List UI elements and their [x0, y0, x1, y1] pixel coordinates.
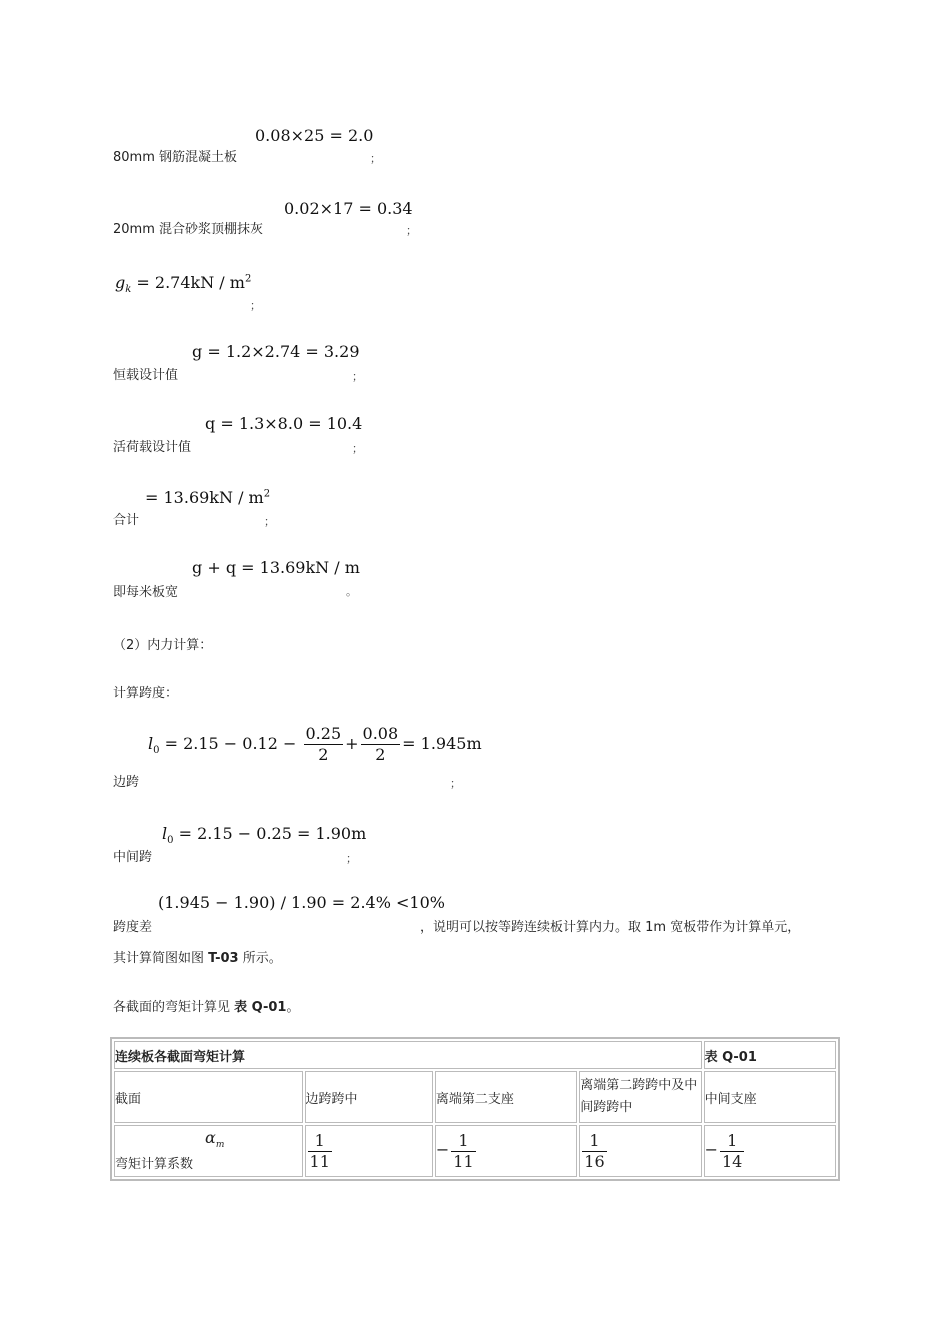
coefficient-cell: $\frac{1}{11}$	[305, 1125, 433, 1177]
edge-span-punct: ；	[450, 777, 461, 790]
figure-line-pre: 其计算简图如图	[113, 951, 209, 966]
moment-line-post: 。	[286, 1000, 300, 1015]
table-row	[114, 1125, 836, 1177]
dead-load-label: 恒载设计值	[113, 368, 179, 383]
figure-reference-line	[113, 947, 282, 966]
dead-load-punct: ；	[352, 370, 363, 383]
edge-span-part1: = 2.15 − 0.12 −	[159, 734, 297, 753]
per-width-label: 即每米板宽	[113, 585, 179, 600]
edge-span-frac1-num: 0.25	[305, 724, 342, 743]
figure-ref: T-03	[208, 951, 239, 966]
edge-span-symbol: l	[148, 734, 154, 753]
mid-span-symbol: l	[162, 824, 168, 843]
moment-coefficient-table	[110, 1037, 840, 1181]
gk-value: = 2.74kN / m	[131, 273, 245, 292]
moment-line-pre: 各截面的弯矩计算见	[113, 1000, 235, 1015]
gk-symbol: g	[115, 273, 126, 292]
edge-span-fraction-2	[361, 724, 401, 765]
table-header: 边跨跨中	[305, 1071, 433, 1123]
gk-subscript: k	[125, 284, 132, 296]
mid-span-punct: ；	[346, 852, 357, 865]
total-load-exponent: 2	[263, 488, 271, 500]
slab-load-punct: ；	[370, 152, 381, 165]
coefficient-cell: − $\frac{1}{11}$	[435, 1125, 577, 1177]
gk-exponent: 2	[244, 273, 252, 285]
gk-formula	[115, 273, 251, 295]
row-label-cell	[114, 1125, 303, 1177]
plaster-load-formula: 0.02×17 = 0.34	[284, 199, 413, 218]
alpha-symbol: $\alpha_m$	[205, 1128, 225, 1151]
edge-span-frac1-den: 2	[318, 745, 329, 764]
coefficient-cell: − $\frac{1}{14}$	[704, 1125, 836, 1177]
live-load-label: 活荷载设计值	[113, 440, 192, 455]
edge-span-label: 边跨	[113, 775, 140, 790]
figure-line-post: 所示。	[238, 951, 282, 966]
section-heading: （2）内力计算：	[113, 638, 213, 653]
table-id: 表 Q-01	[704, 1041, 836, 1069]
table-header: 离端第二支座	[435, 1071, 577, 1123]
table-header: 截面	[114, 1071, 303, 1123]
per-width-formula: g + q = 13.69kN / m	[192, 558, 360, 577]
edge-span-frac2-num: 0.08	[362, 724, 399, 743]
table-header-row	[114, 1071, 836, 1123]
edge-span-plus: +	[345, 734, 359, 753]
mid-span-value: = 2.15 − 0.25 = 1.90m	[173, 824, 367, 843]
edge-span-formula	[148, 724, 482, 765]
dead-load-formula: g = 1.2×2.74 = 3.29	[192, 342, 360, 361]
total-load-formula	[145, 488, 270, 507]
moment-reference-line	[113, 996, 299, 1015]
table-title: 连续板各截面弯矩计算	[114, 1041, 702, 1069]
table-ref: 表 Q-01	[234, 1000, 287, 1015]
plaster-load-punct: ；	[406, 224, 417, 237]
span-diff-label: 跨度差	[113, 920, 153, 935]
edge-span-frac2-den: 2	[375, 745, 386, 764]
total-load-punct: ；	[264, 515, 275, 528]
mid-span-formula	[162, 824, 366, 846]
mid-span-subscript: 0	[167, 835, 174, 847]
edge-span-part2: = 1.945m	[402, 734, 482, 753]
live-load-punct: ；	[352, 442, 363, 455]
table-header: 离端第二跨跨中及中间跨跨中	[579, 1071, 701, 1123]
table-title-row	[114, 1041, 836, 1069]
total-load-label: 合计	[113, 513, 140, 528]
row-label: 弯矩计算系数	[115, 1157, 194, 1172]
coefficient-cell: $\frac{1}{16}$	[579, 1125, 701, 1177]
live-load-formula: q = 1.3×8.0 = 10.4	[205, 414, 363, 433]
mid-span-label: 中间跨	[113, 850, 153, 865]
span-diff-text: ，说明可以按等跨连续板计算内力。取 1m 宽板带作为计算单元，	[420, 920, 801, 935]
span-heading: 计算跨度：	[113, 686, 179, 701]
per-width-punct: 。	[346, 585, 357, 598]
edge-span-subscript: 0	[153, 745, 160, 757]
table-header: 中间支座	[704, 1071, 836, 1123]
plaster-load-label: 20mm 混合砂浆顶棚抹灰	[113, 222, 264, 237]
slab-load-formula: 0.08×25 = 2.0	[255, 126, 374, 145]
total-load-value: = 13.69kN / m	[145, 488, 264, 507]
edge-span-fraction-1	[304, 724, 344, 765]
span-diff-formula: (1.945 − 1.90) / 1.90 = 2.4% <10%	[158, 893, 445, 912]
gk-punct: ；	[250, 299, 261, 312]
slab-load-label: 80mm 钢筋混凝土板	[113, 150, 238, 165]
